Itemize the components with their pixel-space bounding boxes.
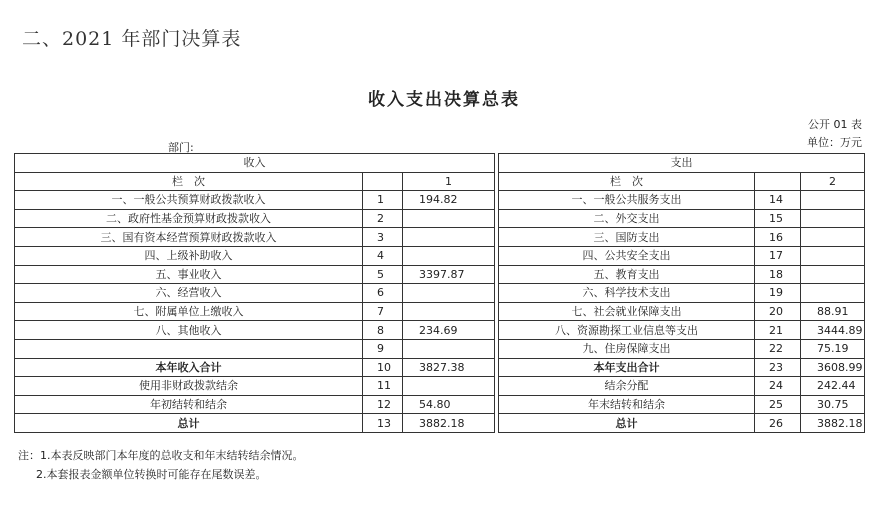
expense-row-number: 26 (755, 414, 801, 433)
budget-summary-table (14, 153, 865, 433)
table-row (15, 246, 865, 265)
expense-item-name: 结余分配 (499, 377, 755, 396)
income-item-name: 年初结转和结余 (15, 395, 363, 414)
expense-amount: 75.19 (801, 339, 865, 358)
expense-item-name: 八、资源勘探工业信息等支出 (499, 321, 755, 340)
income-header: 收入 (15, 154, 495, 173)
unit-label: 单位：万元 (807, 136, 862, 149)
expense-row-number: 17 (755, 246, 801, 265)
expense-row-number: 15 (755, 209, 801, 228)
expense-item-name: 总计 (499, 414, 755, 433)
expense-amount: 30.75 (801, 395, 865, 414)
form-number: 公开 01 表 (808, 118, 862, 131)
income-item-name: 四、上级补助收入 (15, 246, 363, 265)
table-row (15, 191, 865, 210)
table-row (15, 321, 865, 340)
document-title: 收入支出决算总表 (368, 90, 520, 110)
income-item-name: 二、政府性基金预算财政拨款收入 (15, 209, 363, 228)
table-row (15, 265, 865, 284)
expense-item-name: 七、社会就业保障支出 (499, 302, 755, 321)
income-amount (403, 228, 495, 247)
income-item-name (15, 339, 363, 358)
expense-row-number: 24 (755, 377, 801, 396)
table-row (15, 377, 865, 396)
expense-row-number: 19 (755, 284, 801, 303)
income-row-number: 5 (363, 265, 403, 284)
income-row-number: 3 (363, 228, 403, 247)
expense-row-number: 21 (755, 321, 801, 340)
income-row-number: 10 (363, 358, 403, 377)
expense-item-name: 五、教育支出 (499, 265, 755, 284)
income-amount (403, 377, 495, 396)
income-amount (403, 246, 495, 265)
footnote-2: 2.本套报表金额单位转换时可能存在尾数误差。 (36, 468, 267, 481)
table-row (15, 209, 865, 228)
income-item-name: 本年收入合计 (15, 358, 363, 377)
income-item-name: 五、事业收入 (15, 265, 363, 284)
department-label: 部门: (168, 141, 194, 154)
income-item-name: 一、一般公共预算财政拨款收入 (15, 191, 363, 210)
expense-row-number: 18 (755, 265, 801, 284)
table-row (15, 414, 865, 433)
expense-amount: 3444.89 (801, 321, 865, 340)
expense-amount (801, 191, 865, 210)
income-amount: 54.80 (403, 395, 495, 414)
income-row-number: 8 (363, 321, 403, 340)
income-row-number: 7 (363, 302, 403, 321)
income-item-name: 八、其他收入 (15, 321, 363, 340)
expense-amount: 3882.18 (801, 414, 865, 433)
expense-row-number: 23 (755, 358, 801, 377)
expense-amount: 88.91 (801, 302, 865, 321)
expense-row-number: 22 (755, 339, 801, 358)
expense-row-number: 25 (755, 395, 801, 414)
expense-header: 支出 (499, 154, 865, 173)
expense-row-number: 14 (755, 191, 801, 210)
table-row (15, 284, 865, 303)
expense-amount (801, 265, 865, 284)
income-row-number: 13 (363, 414, 403, 433)
income-amount (403, 284, 495, 303)
column-number-row (15, 172, 865, 191)
table-row (15, 302, 865, 321)
income-col-no: 1 (403, 172, 495, 191)
income-item-name: 六、经营收入 (15, 284, 363, 303)
income-row-number: 11 (363, 377, 403, 396)
expense-col-label: 栏 次 (499, 172, 755, 191)
income-amount (403, 339, 495, 358)
expense-item-name: 本年支出合计 (499, 358, 755, 377)
table-row (15, 358, 865, 377)
expense-amount: 242.44 (801, 377, 865, 396)
expense-item-name: 一、一般公共服务支出 (499, 191, 755, 210)
table-header-row (15, 154, 865, 173)
expense-item-name: 年末结转和结余 (499, 395, 755, 414)
table-row (15, 395, 865, 414)
expense-item-name: 四、公共安全支出 (499, 246, 755, 265)
income-row-number: 12 (363, 395, 403, 414)
income-amount: 3397.87 (403, 265, 495, 284)
income-row-number: 1 (363, 191, 403, 210)
table-row (15, 339, 865, 358)
income-amount: 3827.38 (403, 358, 495, 377)
expense-amount (801, 284, 865, 303)
expense-row-number: 16 (755, 228, 801, 247)
expense-amount: 3608.99 (801, 358, 865, 377)
income-row-number: 9 (363, 339, 403, 358)
expense-item-name: 六、科学技术支出 (499, 284, 755, 303)
expense-col-no: 2 (801, 172, 865, 191)
income-amount (403, 302, 495, 321)
expense-item-name: 九、住房保障支出 (499, 339, 755, 358)
section-title: 二、2021 年部门决算表 (22, 28, 242, 50)
footnote-1: 注：1.本表反映部门本年度的总收支和年末结转结余情况。 (18, 449, 304, 462)
income-row-number: 6 (363, 284, 403, 303)
expense-item-name: 三、国防支出 (499, 228, 755, 247)
income-row-number: 4 (363, 246, 403, 265)
expense-amount (801, 246, 865, 265)
income-amount: 194.82 (403, 191, 495, 210)
expense-amount (801, 228, 865, 247)
expense-item-name: 二、外交支出 (499, 209, 755, 228)
income-amount: 234.69 (403, 321, 495, 340)
income-amount (403, 209, 495, 228)
income-item-name: 七、附属单位上缴收入 (15, 302, 363, 321)
expense-amount (801, 209, 865, 228)
footnotes (18, 446, 304, 484)
expense-row-number: 20 (755, 302, 801, 321)
income-item-name: 使用非财政拨款结余 (15, 377, 363, 396)
income-item-name: 三、国有资本经营预算财政拨款收入 (15, 228, 363, 247)
table-row (15, 228, 865, 247)
income-amount: 3882.18 (403, 414, 495, 433)
income-item-name: 总计 (15, 414, 363, 433)
income-col-label: 栏 次 (15, 172, 363, 191)
income-row-number: 2 (363, 209, 403, 228)
